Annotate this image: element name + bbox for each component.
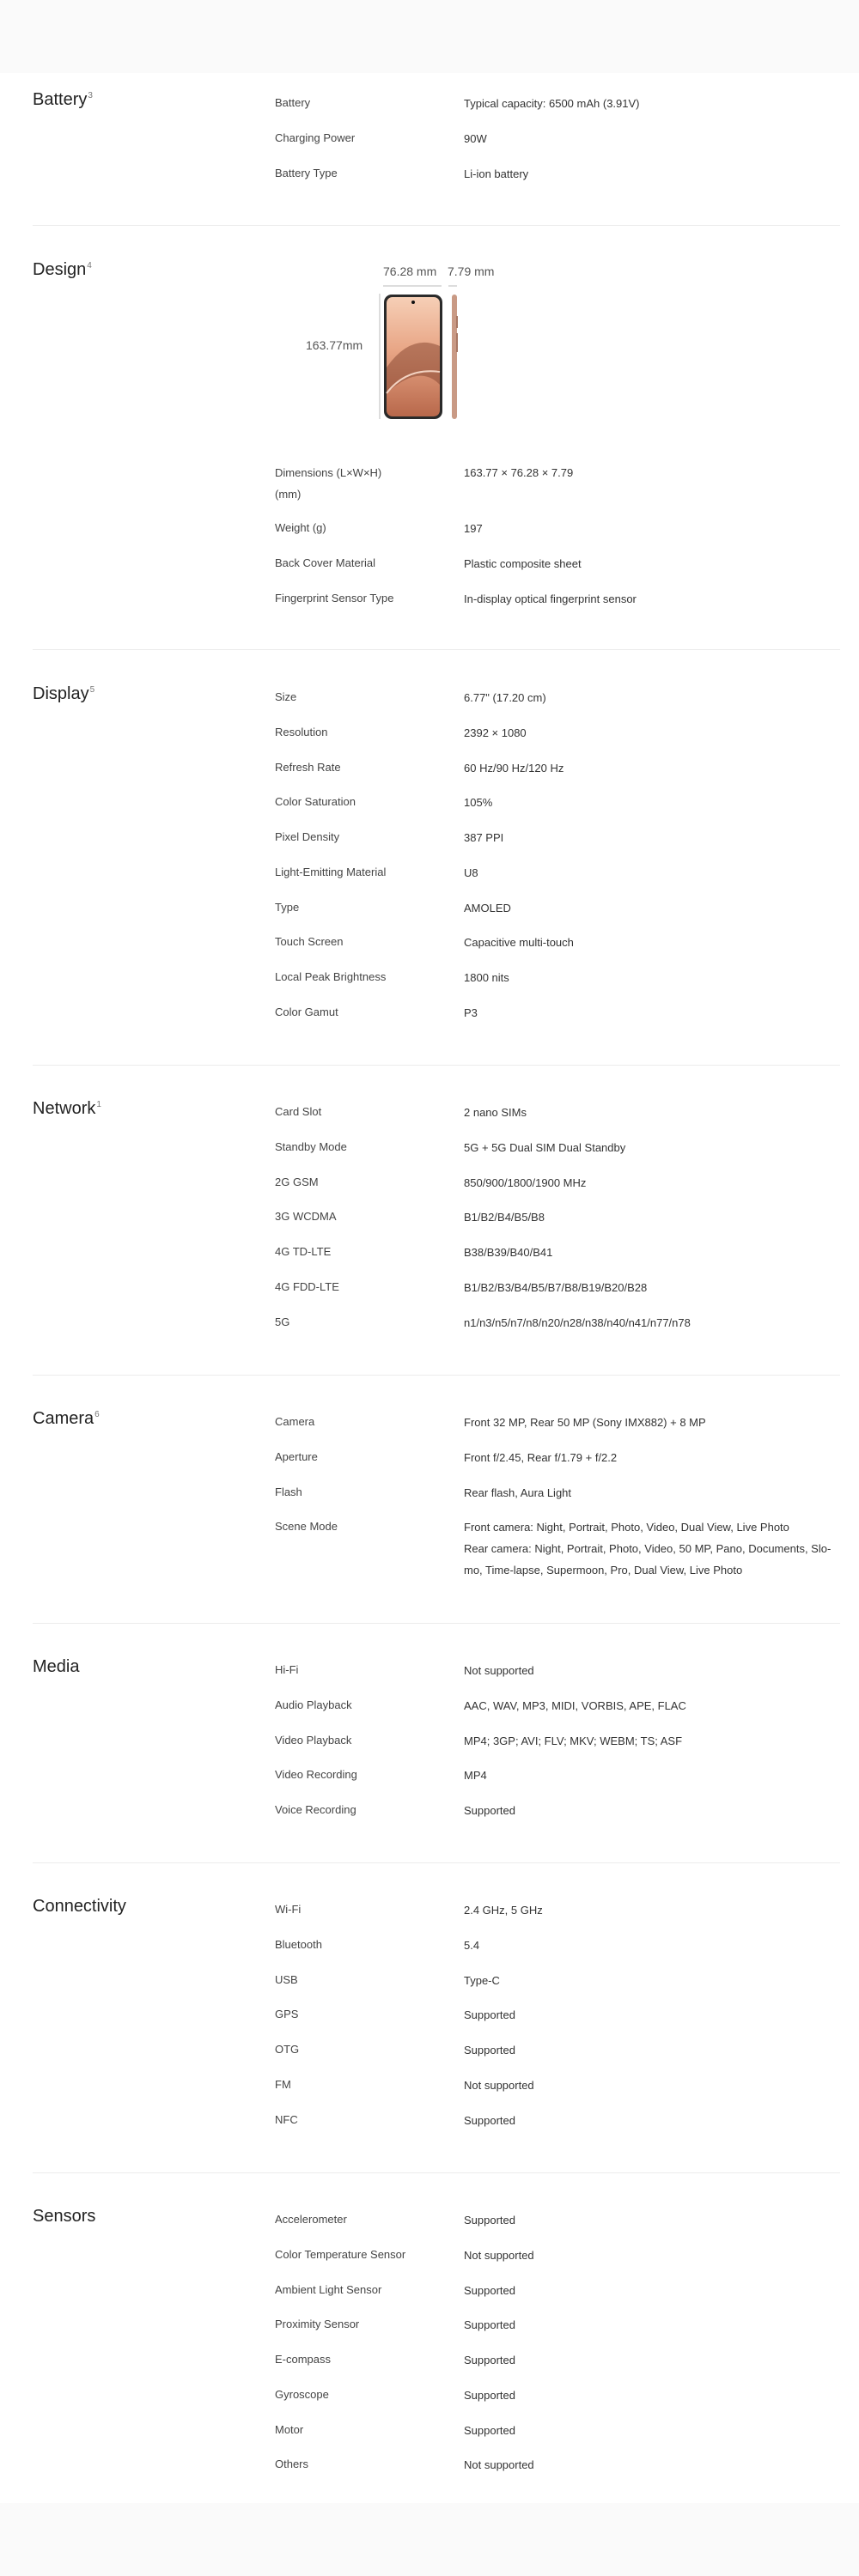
spec-value: MP4: [464, 1769, 487, 1782]
spec-value: 2392 × 1080: [464, 726, 527, 739]
divider: [33, 2172, 840, 2173]
spec-label: Fingerprint Sensor Type: [275, 592, 394, 605]
spec-value: 2.4 GHz, 5 GHz: [464, 1904, 543, 1917]
spec-value: Supported: [464, 2214, 515, 2227]
spec-label: Accelerometer: [275, 2213, 347, 2226]
spec-value: Supported: [464, 2318, 515, 2331]
spec-label: Scene Mode: [275, 1520, 338, 1533]
spec-label: Gyroscope: [275, 2388, 329, 2401]
spec-label: GPS: [275, 2008, 299, 2020]
spec-label: Audio Playback: [275, 1698, 352, 1711]
spec-value: Supported: [464, 2008, 515, 2021]
spec-value: Supported: [464, 2424, 515, 2437]
spec-label: Type: [275, 901, 300, 914]
spec-value: 6.77" (17.20 cm): [464, 691, 546, 704]
section-network: [33, 1099, 840, 1357]
spec-value: Supported: [464, 2389, 515, 2402]
section-display: [33, 684, 840, 1028]
dim-depth-label: 7.79 mm: [448, 264, 495, 278]
spec-label: Resolution: [275, 726, 328, 738]
spec-value: Front 32 MP, Rear 50 MP (Sony IMX882) + 8 MP: [464, 1416, 706, 1429]
divider: [33, 1623, 840, 1624]
spec-value: B1/B2/B3/B4/B5/B7/B8/B19/B20/B28: [464, 1281, 648, 1294]
divider: [33, 649, 840, 650]
spec-value: Supported: [464, 1804, 515, 1817]
spec-label: Video Playback: [275, 1734, 352, 1747]
phone-illustration: [290, 264, 548, 428]
spec-label: Color Gamut: [275, 1005, 338, 1018]
spec-label: FM: [275, 2078, 291, 2091]
section-title: Sensors: [33, 2207, 96, 2226]
spec-label: Flash: [275, 1485, 302, 1498]
spec-label: Camera: [275, 1415, 315, 1428]
spec-value: 197: [464, 522, 483, 535]
spec-value: 163.77 × 76.28 × 7.79: [464, 466, 574, 479]
spec-value: 850/900/1800/1900 MHz: [464, 1176, 587, 1189]
spec-label: Wi-Fi: [275, 1903, 302, 1916]
dim-width-label: 76.28 mm: [383, 264, 437, 278]
spec-value: U8: [464, 866, 478, 879]
spec-label: Color Temperature Sensor: [275, 2248, 406, 2261]
spec-label: NFC: [275, 2113, 298, 2126]
spec-label: 4G TD-LTE: [275, 1245, 332, 1258]
spec-label: Standby Mode: [275, 1140, 347, 1153]
section-media: [33, 1657, 840, 1846]
divider: [33, 225, 840, 226]
spec-label: Card Slot: [275, 1105, 322, 1118]
spec-label: Weight (g): [275, 521, 326, 534]
spec-value: P3: [464, 1006, 478, 1019]
spec-label: Charging Power: [275, 131, 356, 144]
spec-value: Supported: [464, 2044, 515, 2057]
spec-value: 5G + 5G Dual SIM Dual Standby: [464, 1141, 626, 1154]
spec-label: Hi-Fi: [275, 1663, 299, 1676]
spec-label: Size: [275, 690, 297, 703]
spec-value: 60 Hz/90 Hz/120 Hz: [464, 762, 564, 775]
section-battery: [33, 90, 840, 219]
spec-label: E-compass: [275, 2353, 332, 2366]
spec-value: B1/B2/B4/B5/B8: [464, 1211, 545, 1224]
spec-value: Capacitive multi-touch: [464, 936, 574, 949]
spec-value: Plastic composite sheet: [464, 557, 582, 570]
section-title: Battery$^3$: [33, 90, 93, 109]
spec-label: Battery Type: [275, 167, 338, 179]
section-title: Design$^4$: [33, 260, 92, 279]
spec-value: 90W: [464, 132, 487, 145]
spec-label: OTG: [275, 2043, 300, 2056]
spec-label: Refresh Rate: [275, 761, 341, 774]
top-band: [0, 0, 859, 73]
spec-value: Typical capacity: 6500 mAh (3.91V): [464, 97, 640, 110]
spec-value: Not supported: [464, 1664, 534, 1677]
spec-value: 105%: [464, 796, 493, 809]
spec-label: Proximity Sensor: [275, 2318, 360, 2330]
section-title: Network$^1$: [33, 1099, 101, 1118]
spec-value: AAC, WAV, MP3, MIDI, VORBIS, APE, FLAC: [464, 1699, 686, 1712]
spec-value: 5.4: [464, 1939, 480, 1952]
section-camera: [33, 1409, 840, 1581]
spec-label: 4G FDD-LTE: [275, 1280, 339, 1293]
dim-height-label: 163.77mm: [306, 338, 363, 352]
spec-value: [464, 1516, 842, 1581]
spec-value: Type-C: [464, 1974, 500, 1987]
section-title: Display$^5$: [33, 684, 95, 703]
spec-value: Rear flash, Aura Light: [464, 1486, 572, 1499]
section-title: Media: [33, 1657, 80, 1676]
divider: [33, 1375, 840, 1376]
spec-value: Supported: [464, 2114, 515, 2127]
spec-label: Bluetooth: [275, 1938, 322, 1951]
spec-value: B38/B39/B40/B41: [464, 1246, 553, 1259]
spec-value: 387 PPI: [464, 831, 504, 844]
spec-value: Front f/2.45, Rear f/1.79 + f/2.2: [464, 1451, 618, 1464]
spec-label: Light-Emitting Material: [275, 866, 387, 878]
spec-value: 1800 nits: [464, 971, 509, 984]
spec-value: MP4; 3GP; AVI; FLV; MKV; WEBM; TS; ASF: [464, 1735, 683, 1747]
spec-label: Motor: [275, 2423, 304, 2436]
spec-value: Supported: [464, 2354, 515, 2366]
spec-value: In-display optical fingerprint sensor: [464, 592, 637, 605]
section-sensors: [33, 2207, 840, 2499]
spec-label: Battery: [275, 96, 311, 109]
bottom-band: [0, 2503, 859, 2576]
phone-dimension-diagram: [290, 264, 548, 428]
divider: [33, 1862, 840, 1863]
divider: [33, 1065, 840, 1066]
spec-value-line: Rear camera: Night, Portrait, Photo, Video, 50 MP, Pano, Documents, Slo-mo, Time-lapse, Supermoon, Pro, Dual View, Live Photo: [464, 1542, 832, 1577]
spec-value: Not supported: [464, 2079, 534, 2092]
spec-label: Ambient Light Sensor: [275, 2283, 382, 2296]
spec-value-line: Front camera: Night, Portrait, Photo, Video, Dual View, Live Photo: [464, 1521, 789, 1534]
spec-label: Voice Recording: [275, 1803, 356, 1816]
spec-label: Aperture: [275, 1450, 318, 1463]
spec-label: 5G: [275, 1315, 290, 1328]
spec-label: Color Saturation: [275, 795, 356, 808]
spec-label: 2G GSM: [275, 1176, 319, 1188]
section-design: [33, 260, 840, 621]
spec-label: Touch Screen: [275, 935, 344, 948]
spec-label: Others: [275, 2458, 309, 2470]
section-title: Connectivity: [33, 1897, 126, 1916]
spec-value: n1/n3/n5/n7/n8/n20/n28/n38/n40/n41/n77/n78: [464, 1316, 691, 1329]
spec-label: Video Recording: [275, 1768, 357, 1781]
section-title: Camera$^6$: [33, 1409, 100, 1428]
spec-value: Li-ion battery: [464, 167, 529, 180]
spec-value: Not supported: [464, 2458, 534, 2471]
spec-label: Dimensions (L×W×H) (mm): [275, 466, 382, 501]
spec-value: Not supported: [464, 2249, 534, 2262]
spec-label: USB: [275, 1973, 298, 1986]
spec-label: Pixel Density: [275, 830, 340, 843]
spec-value: AMOLED: [464, 902, 511, 914]
spec-label: Local Peak Brightness: [275, 970, 387, 983]
spec-label: 3G WCDMA: [275, 1210, 337, 1223]
spec-value: Supported: [464, 2284, 515, 2297]
spec-label: Back Cover Material: [275, 556, 376, 569]
section-connectivity: [33, 1897, 840, 2154]
spec-value: 2 nano SIMs: [464, 1106, 527, 1119]
